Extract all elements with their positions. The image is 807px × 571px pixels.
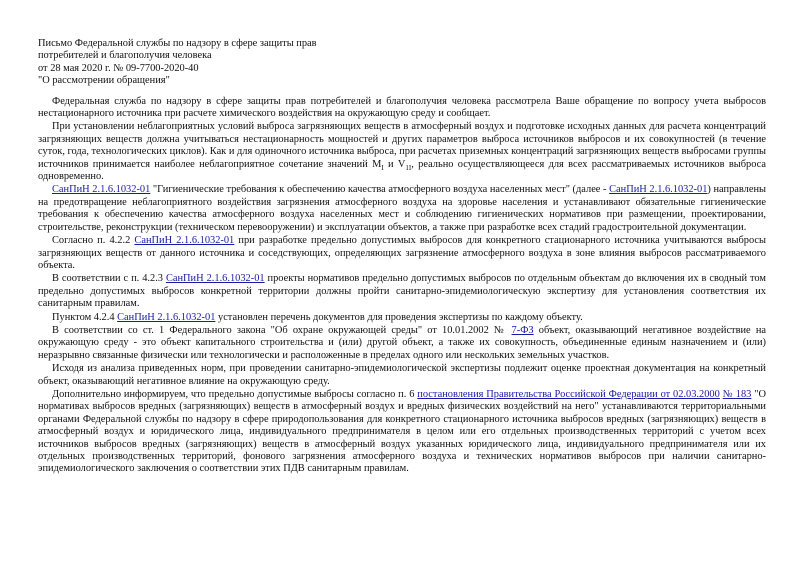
paragraph-text: "О нормативах выбросов вредных (загрязняющих) веществ в атмосферный воздух и вредных физических воздействий на него" устанавливаются территориальными органами Федеральной службы по надзору в сфере природопользования для конкретного стационарного источника выбросов вредных (загрязняющих) веществ в атмосферный воздух и юридического лица, индивидуального предпринимателя в целом или его отдельных производственных территорий с учетом всех источников выбросов вредных (загрязняющих) веществ в атмосферный воздух указанных юридического лица, индивидуального предпринимателя или их отдельных производственных территорий, фонового загрязнения атмосферного воздуха и технических нормативов выбросов при наличии санитарно-эпидемиологического заключения о соответствии этих ПДВ санитарным правилам. (38, 388, 766, 475)
government-resolution-number-link[interactable]: № 183 (722, 388, 752, 400)
paragraph-clause-4-2-2 (38, 235, 766, 272)
subscript-v: 1I (405, 163, 412, 172)
paragraph-text: При установлении неблагоприятных условий выброса загрязняющих веществ в атмосферный воздух и подготовке исходных данных для расчета концентраций загрязняющих веществ должна учитываться нестационарность мощностей и других параметров выброса источников выбросов и их совокупностей (в течение суток, года, технологических циклов). Как и для одиночного источника выброса, при расчетах приземных концентраций загрязняющих веществ выбросами группы источников принимается наиболее неблагоприятное сочетание значений M (38, 121, 766, 170)
sanpin-link[interactable]: СанПиН 2.1.6.1032-01 (52, 184, 151, 196)
federal-law-link[interactable]: 7-ФЗ (511, 324, 534, 336)
paragraph-text: Дополнительно информируем, что предельно допустимые выбросы согласно п. 6 (52, 388, 418, 400)
sanpin-link[interactable]: СанПиН 2.1.6.1032-01 (609, 184, 708, 196)
paragraph-text: В соответствии со ст. 1 Федерального закона "Об охране окружающей среды" от 10.01.2002 № (52, 324, 512, 336)
paragraph-text: ) направлены на предотвращение неблагоприятного воздействия загрязнения атмосферного воздуха на здоровье населения и устанавливают обязательные гигиенические требования к обеспечению качества атмосферного воздуха населенных мест и соблюдению гигиенических нормативов при размещении, проектировании, строительстве, реконструкции (техническом перевооружении) и эксплуатации объектов, а также при разработке всех стадий градостроительной документации. (38, 184, 767, 233)
header-subject: "О рассмотрении обращения" (38, 75, 170, 87)
sanpin-link[interactable]: СанПиН 2.1.6.1032-01 (165, 273, 265, 285)
paragraph-text: установлен перечень документов для проведения экспертизы по каждому объекту. (215, 311, 583, 323)
paragraph-analysis-conclusion: Исходя из анализа приведенных норм, при проведении санитарно-эпидемиологической экспертизы подлежит оценке проектная документация на конкретный объект, оказывающий негативное влияние на окружающую среду. (38, 363, 766, 387)
paragraph-clause-4-2-3 (38, 273, 766, 310)
paragraph-text: объект, оказывающий негативное воздействие на окружающую среду - это объект капитального строительства и (или) другой объект, а также их совокупность, объединенные единым назначением и (или) неразрывно связанные физически или технологически и расположенные в пределах одного или нескольких земельных участков. (38, 324, 766, 361)
sanpin-link[interactable]: СанПиН 2.1.6.1032-01 (117, 311, 216, 323)
letter-document (38, 38, 766, 477)
paragraph-federal-law (38, 325, 766, 362)
header-date-number: от 28 мая 2020 г. № 09-7700-2020-40 (38, 62, 199, 74)
paragraph-text: Согласно п. 4.2.2 (52, 235, 135, 247)
header-title-line-1: Письмо Федеральной службы по надзору в сфере защиты прав (38, 38, 317, 49)
paragraph-intro: Федеральная служба по надзору в сфере защиты прав потребителей и благополучия человека рассмотрела Ваше обращение по вопросу учета выбросов нестационарного источника при расчете химического воздействия на окружающую среду и сообщает. (38, 95, 766, 120)
paragraph-text: и V (383, 158, 406, 170)
paragraph-text: , реально осуществляющееся для всех рассматриваемых источников выброса одновременно. (38, 158, 766, 183)
paragraph-unfavorable-conditions (38, 121, 766, 183)
government-resolution-link[interactable]: постановления Правительства Российской Федерации от 02.03.2000 (417, 388, 720, 400)
paragraph-text: проекты нормативов предельно допустимых выбросов по отдельным объектам до включения их в сводный том предельно допустимых выбросов конкретной территории должны пройти санитарно-эпидемиологическую экспертизу для установления соответствия их санитарным правилам. (38, 273, 766, 310)
paragraph-sanpin-purpose (38, 184, 766, 234)
sanpin-link[interactable]: СанПиН 2.1.6.1032-01 (134, 235, 235, 247)
paragraph-text: В соответствии с п. 4.2.3 (52, 273, 166, 285)
paragraph-additional-info (38, 389, 766, 476)
header-title-line-2: потребителей и благополучия человека (38, 50, 212, 62)
paragraph-text: Пунктом 4.2.4 (52, 311, 118, 323)
paragraph-text: "Гигиенические требования к обеспечению качества атмосферного воздуха населенных мест" (далее - (150, 184, 610, 196)
paragraph-text: при разработке предельно допустимых выбросов для конкретного стационарного источника учитываются выбросы загрязняющих веществ от данного источника и соседствующих, определяющих загрязнение атмосферного воздуха в зоне влияния выбросов рассматриваемого объекта. (38, 235, 767, 271)
letter-header (38, 38, 766, 88)
paragraph-clause-4-2-4 (38, 312, 766, 324)
subscript-m: I (381, 163, 384, 172)
